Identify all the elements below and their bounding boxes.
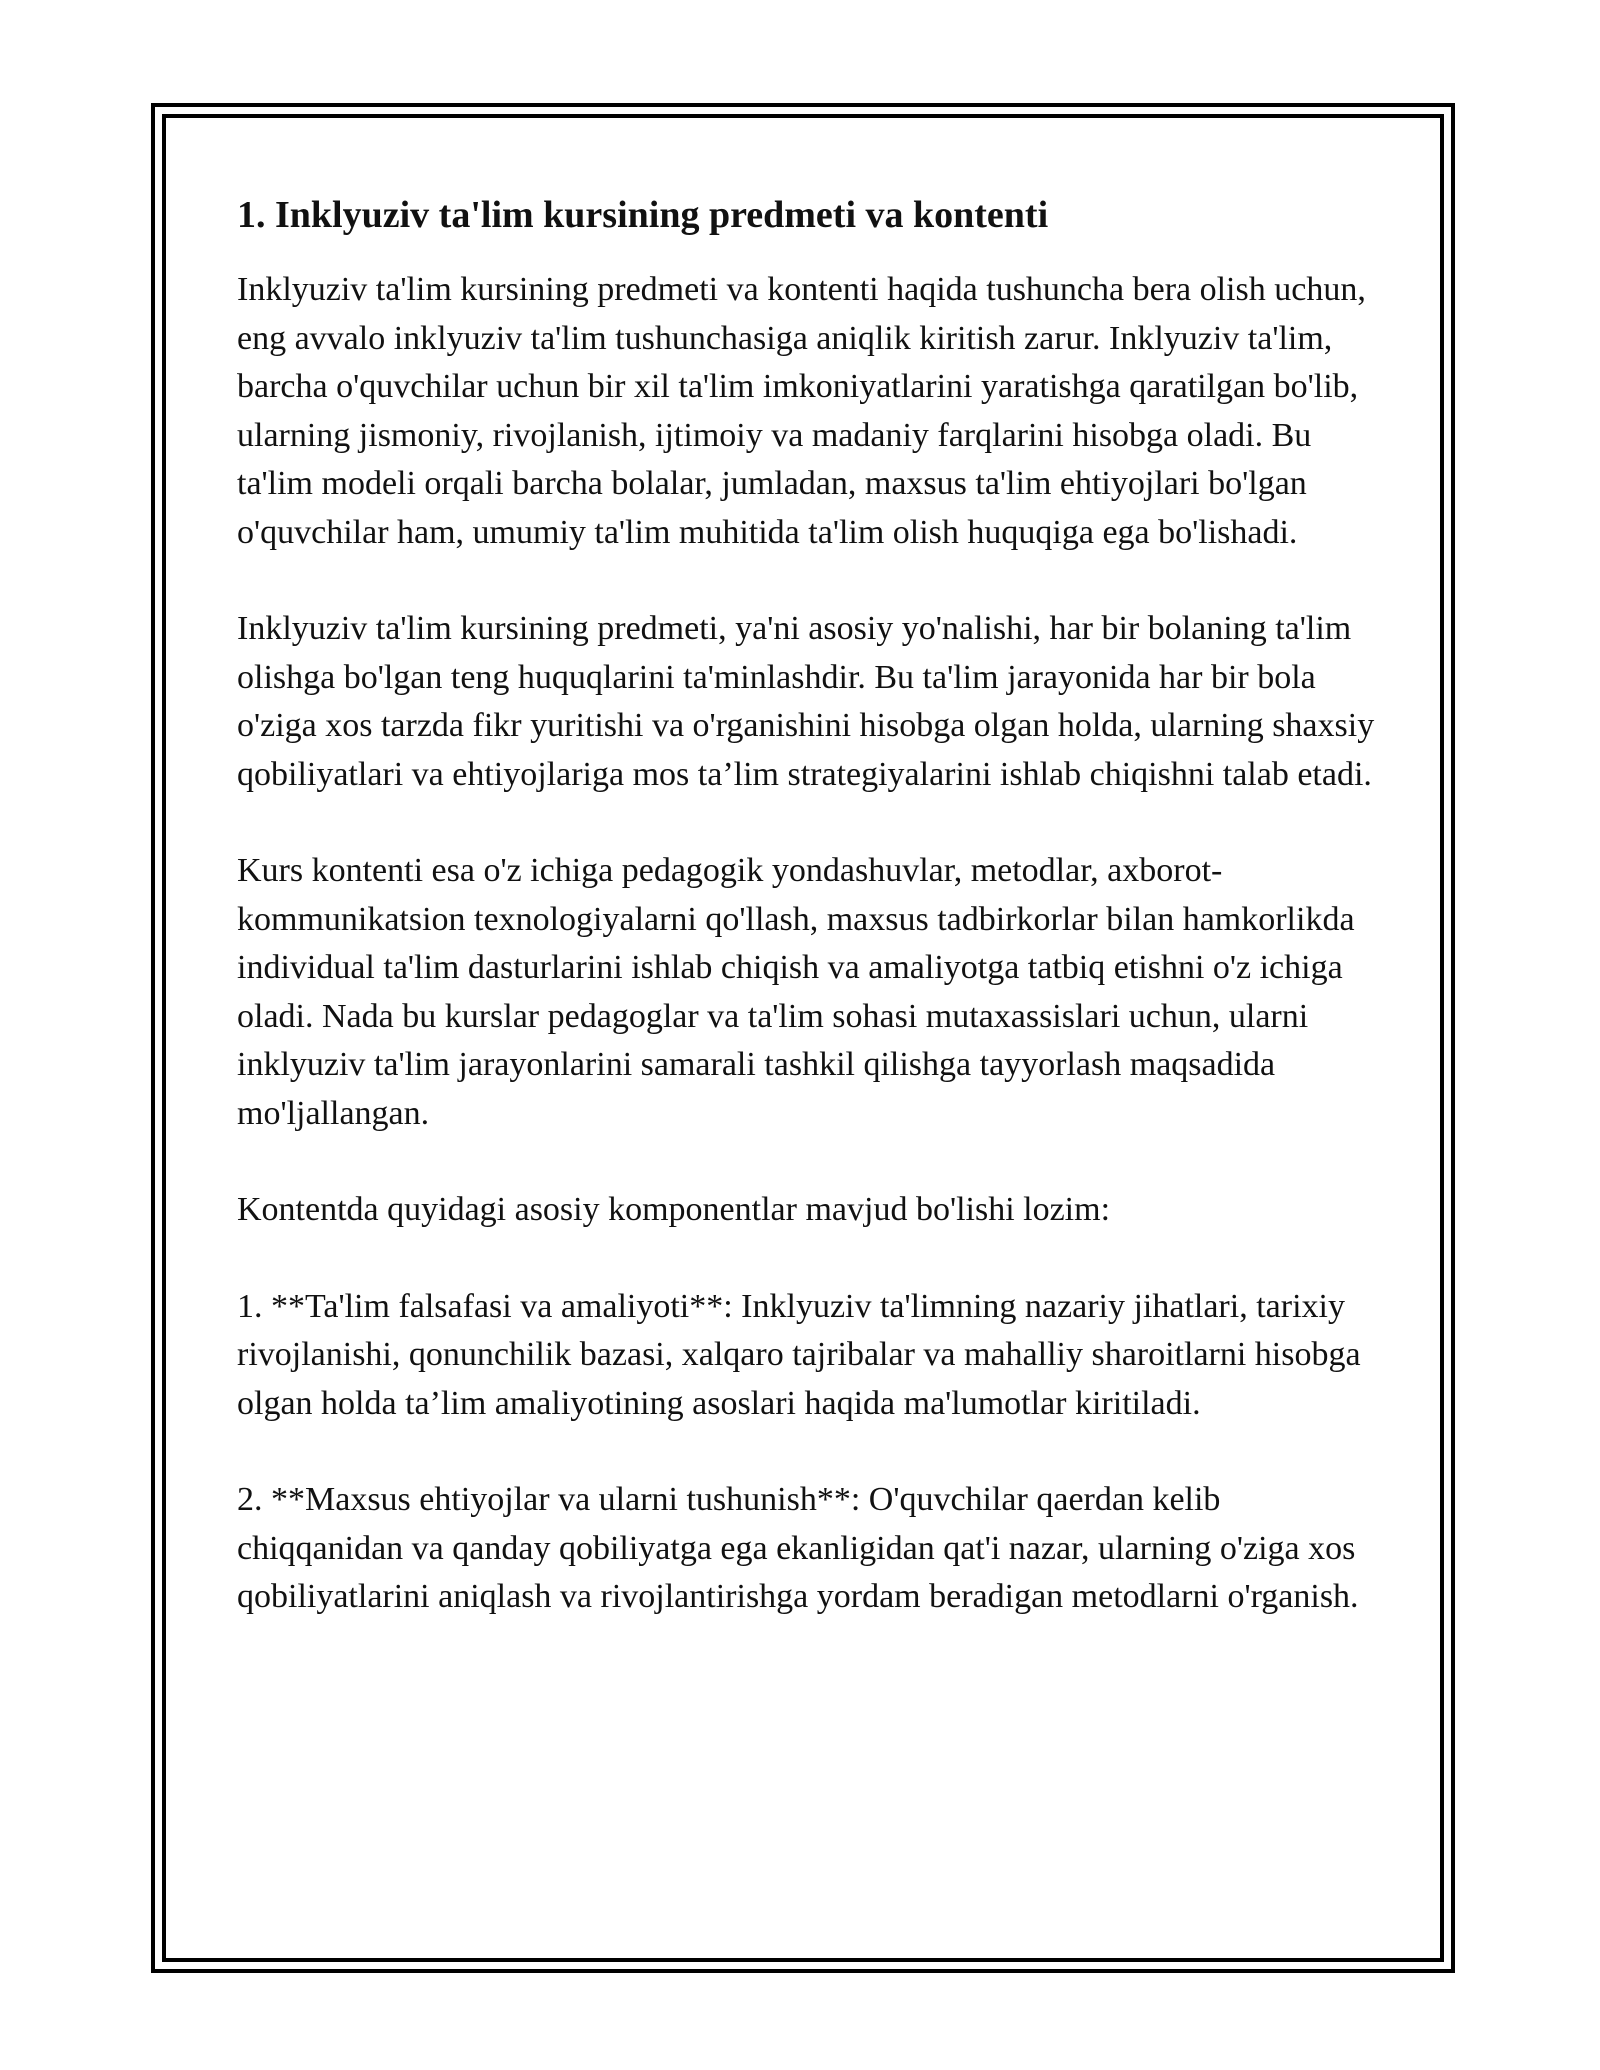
paragraph-intro: Inklyuziv ta'lim kursining predmeti va kontenti haqida tushuncha bera olish uchun, eng avvalo inklyuziv ta'lim tushunchasiga aniqlik kiritish zarur. Inklyuziv ta'lim, barcha o'quvchilar uchun bir xil ta'lim imkoniyatlarini yaratishga qaratilgan bo'lib, ularning jismoniy, rivojlanish, ijtimoiy va madaniy farqlarini hisobga oladi. Bu ta'lim modeli orqali barcha bolalar, jumladan, maxsus ta'lim ehtiyojlari bo'lgan o'quvchilar ham, umumiy ta'lim muhitida ta'lim olish huquqiga ega bo'lishadi. bbox=[237, 271, 1366, 551]
section-title: 1. Inklyuziv ta'lim kursining predmeti va kontenti bbox=[237, 194, 1049, 236]
document-body bbox=[237, 190, 1382, 1670]
list-item-philosophy: 1. **Ta'lim falsafasi va amaliyoti**: Inklyuziv ta'limning nazariy jihatlari, tarixiy rivojlanishi, qonunchilik bazasi, xalqaro tajribalar va mahalliy sharoitlarni hisobga olgan holda ta’lim amaliyotining asoslari haqida ma'lumotlar kiritiladi. bbox=[237, 1287, 1361, 1422]
paragraph-components-intro: Kontentda quyidagi asosiy komponentlar mavjud bo'lishi lozim: bbox=[237, 1191, 1111, 1228]
paragraph-content: Kurs kontenti esa o'z ichiga pedagogik yondashuvlar, metodlar, axborot-kommunikatsion texnologiyalarni qo'llash, maxsus tadbirkorlar bilan hamkorlikda individual ta'lim dasturlarini ishlab chiqish va amaliyotga tatbiq etishni o'z ichiga oladi. Nada bu kurslar pedagoglar va ta'lim sohasi mutaxassislari uchun, ularni inklyuziv ta'lim jarayonlarini samarali tashkil qilishga tayyorlash maqsadida mo'ljallangan. bbox=[237, 852, 1355, 1132]
list-item-special-needs: 2. **Maxsus ehtiyojlar va ularni tushunish**: O'quvchilar qaerdan kelib chiqqanidan va qanday qobiliyatga ega ekanligidan qat'i nazar, ularning o'ziga xos qobiliyatlarini aniqlash va rivojlantirishga yordam beradigan metodlarni o'rganish. bbox=[237, 1481, 1359, 1615]
paragraph-subject: Inklyuziv ta'lim kursining predmeti, ya'ni asosiy yo'nalishi, har bir bolaning ta'lim olishga bo'lgan teng huquqlarini ta'minlashdir. Bu ta'lim jarayonida har bir bola o'ziga xos tarzda fikr yuritishi va o'rganishini hisobga olgan holda, ularning shaxsiy qobiliyatlari va ehtiyojlariga mos ta’lim strategiyalarini ishlab chiqishni talab etadi. bbox=[237, 610, 1375, 793]
